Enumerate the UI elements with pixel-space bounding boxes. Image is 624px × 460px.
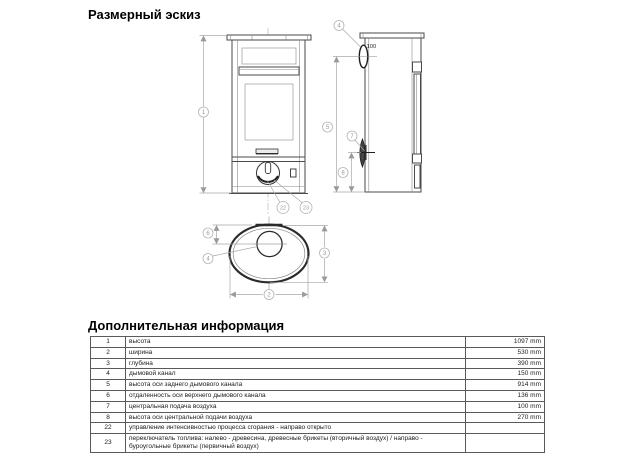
svg-text:1: 1 <box>201 110 206 117</box>
upper-compartment-opening <box>242 48 296 64</box>
door-edge <box>414 74 421 154</box>
row-desc: дымовой канал <box>126 369 466 380</box>
stove-body-side <box>365 38 421 192</box>
table-row <box>91 380 545 391</box>
info-table <box>90 336 545 453</box>
row-value: 1097 mm <box>466 337 545 348</box>
callout-22 <box>277 202 289 214</box>
fuel-switch <box>291 169 297 177</box>
row-value: 136 mm <box>466 390 545 401</box>
row-desc: глубина <box>126 358 466 369</box>
table-row <box>91 401 545 412</box>
callout-2 <box>264 290 274 300</box>
lower-front-panel <box>415 165 421 188</box>
row-desc: переключатель топлива: налево - древесина, древесные брикеты (вторичный воздух) / направо - буроугольные брикеты (первичный воздух) <box>126 434 466 453</box>
row-num: 5 <box>91 380 126 391</box>
row-num: 1 <box>91 337 126 348</box>
row-value: 270 mm <box>466 412 545 423</box>
firebox-door-glass <box>245 84 293 140</box>
row-value: 150 mm <box>466 369 545 380</box>
svg-text:23: 23 <box>303 205 309 212</box>
row-desc: отдаленность оси верхнего дымового канала <box>126 390 466 401</box>
flue-note-label: 100 <box>366 44 377 50</box>
callout-8 <box>338 168 348 178</box>
table-row <box>91 358 545 369</box>
svg-text:3: 3 <box>322 251 327 258</box>
table-row <box>91 412 545 423</box>
callout-4-plan <box>203 254 213 264</box>
svg-text:5: 5 <box>325 125 330 132</box>
table-row <box>91 347 545 358</box>
callout-7 <box>347 131 357 141</box>
row-value <box>466 423 545 434</box>
info-section-title: Дополнительная информация <box>88 318 285 333</box>
front-view <box>199 28 313 214</box>
row-num: 23 <box>91 434 126 453</box>
row-desc: центральная подача воздуха <box>126 401 466 412</box>
svg-text:7: 7 <box>350 134 354 141</box>
callout-4-side <box>334 21 344 31</box>
drawing-section-title: Размерный эскиз <box>88 7 201 22</box>
latch-block <box>413 154 422 163</box>
row-num: 6 <box>91 390 126 401</box>
row-value: 100 mm <box>466 401 545 412</box>
callout-3 <box>320 248 330 258</box>
table-row <box>91 369 545 380</box>
row-num: 22 <box>91 423 126 434</box>
svg-text:4: 4 <box>337 23 341 30</box>
callout-1 <box>199 107 209 117</box>
plan-view <box>203 217 330 300</box>
svg-text:8: 8 <box>341 170 345 177</box>
svg-text:6: 6 <box>206 231 210 238</box>
row-num: 7 <box>91 401 126 412</box>
dimensional-drawing <box>190 20 440 312</box>
row-num: 3 <box>91 358 126 369</box>
row-num: 2 <box>91 347 126 358</box>
row-value: 914 mm <box>466 380 545 391</box>
row-value <box>466 434 545 453</box>
side-view <box>323 21 425 193</box>
table-row <box>91 423 545 434</box>
knob-lever <box>265 163 270 174</box>
row-num: 4 <box>91 369 126 380</box>
callout-6 <box>203 228 213 238</box>
stove-top-plate <box>227 35 311 40</box>
row-desc: ширина <box>126 347 466 358</box>
svg-text:4: 4 <box>206 256 210 263</box>
row-desc: высота оси заднего дымового канала <box>126 380 466 391</box>
table-row <box>91 390 545 401</box>
callout-23 <box>300 202 312 214</box>
door-handle <box>256 149 278 154</box>
callout-5 <box>323 122 333 132</box>
row-value: 530 mm <box>466 347 545 358</box>
row-desc: управление интенсивностью процесса сгорания - направо открыто <box>126 423 466 434</box>
door-top-block <box>413 62 422 72</box>
upper-band <box>239 67 299 75</box>
row-desc: высота оси центральной подачи воздуха <box>126 412 466 423</box>
row-desc: высота <box>126 337 466 348</box>
side-top-plate <box>360 33 424 38</box>
svg-text:22: 22 <box>280 205 286 212</box>
row-num: 8 <box>91 412 126 423</box>
table-row <box>91 434 545 453</box>
row-value: 390 mm <box>466 358 545 369</box>
table-row <box>91 337 545 348</box>
svg-text:2: 2 <box>267 292 271 299</box>
